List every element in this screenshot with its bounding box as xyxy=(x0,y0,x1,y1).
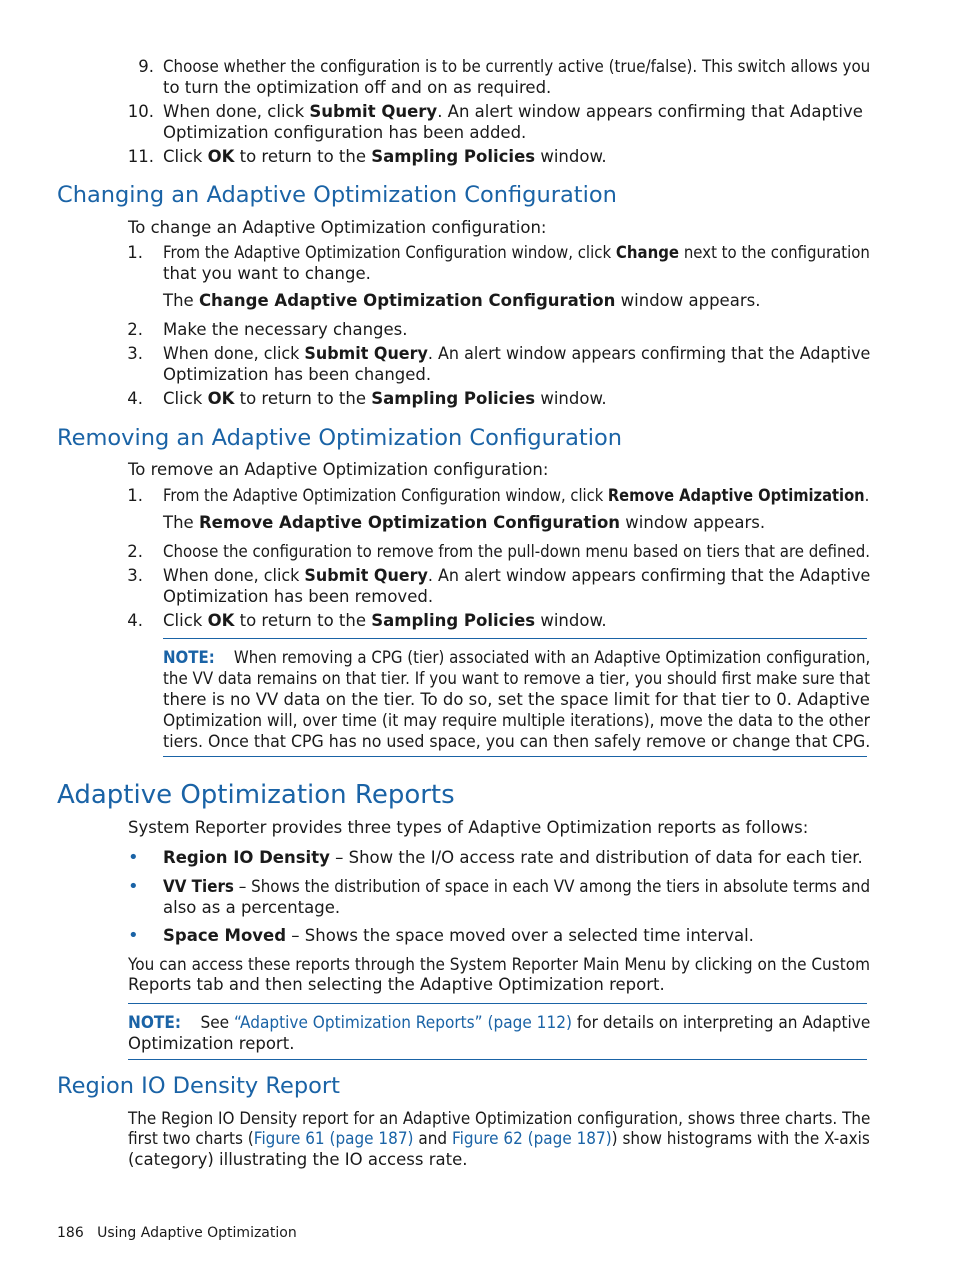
removing-intro: To remove an Adaptive Optimization configuration: xyxy=(128,460,549,479)
reports-note-line: NOTE: See “Adaptive Optimization Reports” (page 112) for details on interpreting an Adaptive xyxy=(128,1013,871,1032)
step-number: 3. xyxy=(127,566,143,585)
reports-access-line: Reports tab and then selecting the Adaptive Optimization report. xyxy=(128,975,665,994)
bullet-item-cont: also as a percentage. xyxy=(163,898,341,917)
region-line: first two charts (Figure 61 (page 187) and Figure 62 (page 187)) show histograms with the X-axis xyxy=(128,1129,870,1148)
note-label: NOTE: xyxy=(163,648,215,667)
step-number: 3. xyxy=(127,344,143,363)
step-number: 1. xyxy=(127,486,143,505)
note-label: NOTE: xyxy=(128,1013,181,1032)
reports-heading: Adaptive Optimization Reports xyxy=(57,780,455,810)
changing-intro: To change an Adaptive Optimization configuration: xyxy=(128,218,547,237)
region-line: The Region IO Density report for an Adaptive Optimization configuration, shows three charts. The xyxy=(128,1109,871,1128)
reports-access-line: You can access these reports through the System Reporter Main Menu by clicking on the Custom xyxy=(128,955,870,974)
note-bottom-rule xyxy=(163,756,867,757)
step-text-cont: that you want to change. xyxy=(163,264,371,283)
adaptive-optimization-reports-link[interactable]: “Adaptive Optimization Reports” (page 112) xyxy=(234,1013,572,1032)
page-number: 186 xyxy=(57,1225,84,1241)
page-footer xyxy=(57,1223,297,1244)
step-number: 2. xyxy=(127,542,143,561)
note-line: Optimization will, over time (it may require multiple iterations), move the data to the other xyxy=(163,711,871,730)
removing-heading: Removing an Adaptive Optimization Configuration xyxy=(57,425,623,451)
reports-intro: System Reporter provides three types of Adaptive Optimization reports as follows: xyxy=(128,818,809,837)
region-line: (category) illustrating the IO access rate. xyxy=(128,1150,468,1169)
note-line: NOTE: When removing a CPG (tier) associated with an Adaptive Optimization configuration, xyxy=(163,648,871,667)
figure-61-link[interactable]: Figure 61 (page 187) xyxy=(253,1129,414,1148)
step-number: 2. xyxy=(127,320,143,339)
chapter-title: Using Adaptive Optimization xyxy=(97,1225,297,1241)
step-text: Choose whether the configuration is to be currently active (true/false). This switch allows you xyxy=(163,57,871,76)
reports-note-cont: Optimization report. xyxy=(128,1034,295,1053)
step-text-cont: Optimization has been changed. xyxy=(163,365,432,384)
step-text: When done, click Submit Query. An alert window appears confirming that the Adaptive xyxy=(163,566,871,585)
changing-heading: Changing an Adaptive Optimization Configuration xyxy=(57,182,617,208)
step-text-cont: to turn the optimization off and on as required. xyxy=(163,78,552,97)
note-line: there is no VV data on the tier. To do so, set the space limit for that tier to 0. Adaptive xyxy=(163,690,870,709)
step-text: From the Adaptive Optimization Configuration window, click Remove Adaptive Optimization. xyxy=(163,486,870,505)
step-text: When done, click Submit Query. An alert window appears confirming that the Adaptive xyxy=(163,344,871,363)
step-number: 10. xyxy=(127,102,154,121)
step-result: The Change Adaptive Optimization Configuration window appears. xyxy=(163,291,761,310)
step-text: Click OK to return to the Sampling Policies window. xyxy=(163,147,607,166)
step-text: Make the necessary changes. xyxy=(163,320,408,339)
bullet-icon: • xyxy=(128,847,139,868)
step-text: Click OK to return to the Sampling Policies window. xyxy=(163,389,607,408)
step-number: 1. xyxy=(127,243,143,262)
figure-62-link[interactable]: Figure 62 (page 187) xyxy=(451,1129,612,1148)
step-number: 9. xyxy=(138,57,154,76)
note-top-rule xyxy=(128,1003,867,1004)
bullet-item: VV Tiers – Shows the distribution of space in each VV among the tiers in absolute terms and xyxy=(163,877,871,896)
step-text: Click OK to return to the Sampling Policies window. xyxy=(163,611,607,630)
step-text: When done, click Submit Query. An alert window appears confirming that Adaptive xyxy=(163,102,863,121)
bullet-item: Region IO Density – Show the I/O access rate and distribution of data for each tier. xyxy=(163,848,863,867)
note-bottom-rule xyxy=(128,1059,867,1060)
step-text-cont: Optimization configuration has been added. xyxy=(163,123,527,142)
step-result: The Remove Adaptive Optimization Configuration window appears. xyxy=(163,513,766,532)
note-line: tiers. Once that CPG has no used space, you can then safely remove or change that CPG. xyxy=(163,732,871,751)
step-number: 11. xyxy=(127,147,154,166)
note-line: the VV data remains on that tier. If you want to remove a tier, you should first make sure that xyxy=(163,669,871,688)
note-top-rule xyxy=(163,638,867,639)
region-heading: Region IO Density Report xyxy=(57,1073,340,1099)
bullet-icon: • xyxy=(128,876,139,897)
bullet-item: Space Moved – Shows the space moved over a selected time interval. xyxy=(163,926,754,945)
step-number: 4. xyxy=(127,611,143,630)
step-text: Choose the configuration to remove from the pull-down menu based on tiers that are defined. xyxy=(163,542,870,561)
step-text: From the Adaptive Optimization Configuration window, click Change next to the configuration xyxy=(163,243,870,262)
step-text-cont: Optimization has been removed. xyxy=(163,587,434,606)
step-number: 4. xyxy=(127,389,143,408)
bullet-icon: • xyxy=(128,925,139,946)
